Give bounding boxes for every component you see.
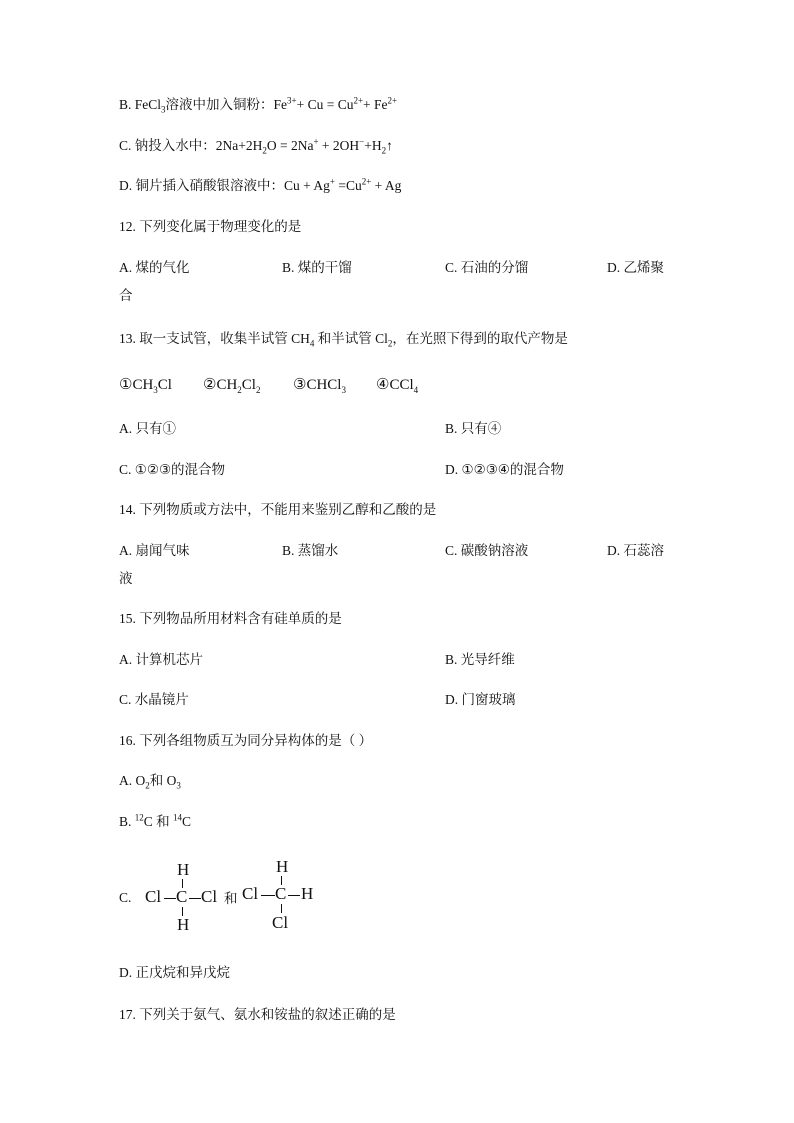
q13-option-a: A. 只有① (119, 421, 176, 436)
molecule2-center-c: C (275, 884, 287, 903)
q13-product-3: ③CHCl$_3$ (293, 377, 346, 395)
q12-option-d-continued: 合 (119, 288, 133, 303)
q16-option-b: B. $^{12}$C 和 $^{14}$C (119, 812, 192, 829)
q14-stem: 14. 下列物质或方法中，不能用来鉴别乙醇和乙酸的是 (119, 502, 437, 517)
q14-option-b: B. 蒸馏水 (282, 543, 339, 558)
formula-and: 和 (224, 891, 238, 907)
molecule2-top-h: H (276, 857, 289, 876)
q15-option-c: C. 水晶镜片 (119, 692, 189, 707)
q15-option-b: B. 光导纤维 (445, 652, 515, 667)
molecule1-top-h: H (177, 860, 190, 879)
molecule1-bond-right (189, 898, 201, 899)
molecule2-right-h: H (301, 884, 314, 903)
q12-option-b: B. 煤的干馏 (282, 260, 352, 275)
q12-stem: 12. 下列变化属于物理变化的是 (119, 219, 302, 234)
q13-product-1: $①CH_3Cl$ (119, 377, 172, 395)
q14-option-a: A. 扇闻气味 (119, 543, 190, 558)
molecule1-bond-left (164, 898, 176, 899)
molecule1-center-c: C (176, 887, 188, 906)
q12-option-c: C. 石油的分馏 (445, 260, 529, 275)
q16-option-c (119, 852, 359, 942)
molecule2-left-cl: Cl (242, 884, 259, 903)
q12-option-d: D. 乙烯聚 (607, 260, 664, 275)
molecule2-bond-bottom (281, 904, 282, 913)
q16-stem: 16. 下列各组物质互为同分异构体的是（ ） (119, 733, 373, 748)
q16-option-d: D. 正戊烷和异戊烷 (119, 965, 230, 980)
q15-option-d: D. 门窗玻璃 (445, 692, 516, 707)
q16-option-a: A. $O_2$和 $O_3$ (119, 773, 181, 791)
q13-option-b: B. 只有④ (445, 421, 502, 436)
molecule2-bond-right (288, 895, 300, 896)
q17-stem: 17. 下列关于氨气、氨水和铵盐的叙述正确的是 (119, 1007, 396, 1022)
q13-option-c: C. ①②③的混合物 (119, 462, 226, 477)
molecule2-bond-left (261, 895, 275, 896)
molecule2-bottom-cl: Cl (272, 913, 289, 932)
molecule1-left-cl: Cl (145, 887, 162, 906)
q12-option-a: A. 煤的气化 (119, 260, 190, 275)
q13-option-d: D. ①②③④的混合物 (445, 462, 564, 477)
q16-option-c-label: C. (119, 890, 132, 905)
q13-product-4: ④CCl$_4$ (376, 377, 419, 395)
q15-option-a: A. 计算机芯片 (119, 652, 203, 667)
q11-option-d: D. 铜片插入硝酸银溶液中：$Cu + Ag^+ =Cu^{2+} + Ag$ (119, 176, 402, 193)
q11-option-b: B. FeCl$_3$溶液中加入铜粉：$Fe^{3+}+ Cu = Cu^{2+}+ Fe^{2+}$ (119, 95, 398, 115)
q14-option-d-continued: 液 (119, 571, 133, 586)
q15-stem: 15. 下列物品所用材料含有硅单质的是 (119, 611, 342, 626)
molecule1-bottom-h: H (177, 915, 190, 934)
molecule1-right-cl: Cl (201, 887, 218, 906)
q13-stem: 13. 取一支试管，收集半试管 $CH_4$ 和半试管 $Cl_2$，在光照下得到的取代产物是 (119, 331, 568, 349)
q14-option-d: D. 石蕊溶 (607, 543, 664, 558)
q13-product-2: $②CH_2Cl_2$ (203, 377, 261, 395)
q14-option-c: C. 碳酸钠溶液 (445, 543, 529, 558)
q11-option-c: C. 钠投入水中：$2Na+2H_2O = 2Na^+$ + $2OH^-+H_2↑$ (119, 136, 393, 156)
